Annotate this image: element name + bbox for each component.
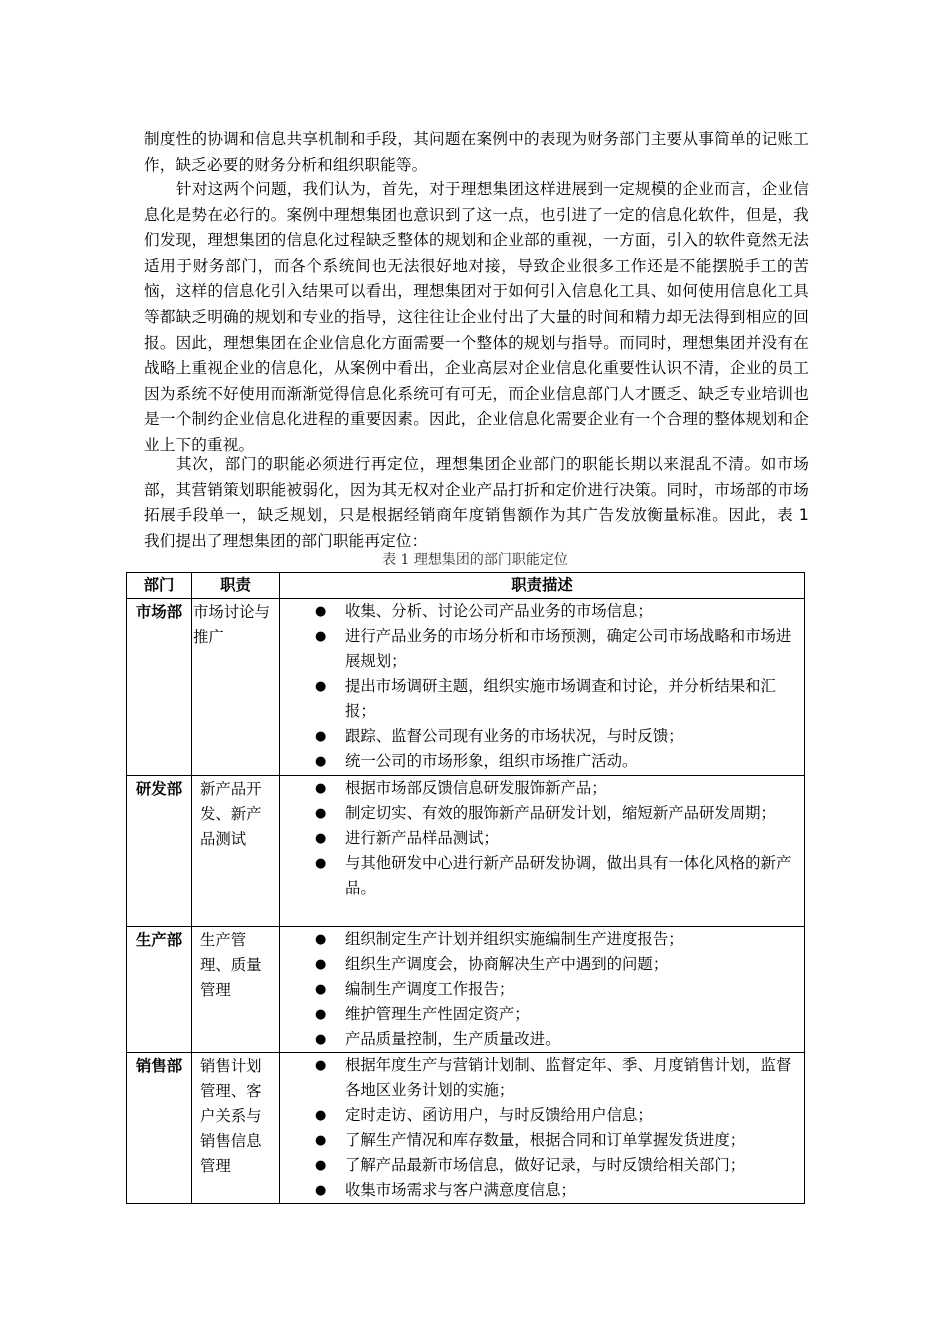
duty-item: ● 根据年度生产与营销计划制、监督定年、季、月度销售计划，监督各地区业务计划的实施； xyxy=(280,1053,800,1103)
duty-item: ● 跟踪、监督公司现有业务的市场状况，与时反馈； xyxy=(280,724,800,749)
duty-item: ● 统一公司的市场形象，组织市场推广活动。 xyxy=(280,749,800,774)
duty-item: ● 组织生产调度会，协商解决生产中遇到的问题； xyxy=(280,952,800,977)
duty-cell: 生产管理、质量管理 xyxy=(192,927,280,1053)
duty-item: ● 了解生产情况和库存数量，根据合同和订单掌握发货进度； xyxy=(280,1128,800,1153)
header-description: 职责描述 xyxy=(280,573,805,599)
duty-item: ● 与其他研发中心进行新产品研发协调，做出具有一体化风格的新产品。 xyxy=(280,851,800,901)
duty-cell: 市场讨论与推广 xyxy=(192,599,280,776)
duty-cell: 新产品开发、新产品测试 xyxy=(192,776,280,927)
duty-item: ● 根据市场部反馈信息研发服饰新产品； xyxy=(280,776,800,801)
duty-item: ● 进行新产品样品测试； xyxy=(280,826,800,851)
table-row xyxy=(127,927,805,1053)
table-header-row xyxy=(127,573,805,599)
duty-item: ● 定时走访、函访用户，与时反馈给用户信息； xyxy=(280,1103,800,1128)
header-duty: 职责 xyxy=(192,573,280,599)
table-row xyxy=(127,776,805,927)
duty-item: ● 制定切实、有效的服饰新产品研发计划，缩短新产品研发周期； xyxy=(280,801,800,826)
description-cell xyxy=(280,776,805,927)
duty-item: ● 进行产品业务的市场分析和市场预测，确定公司市场战略和市场进展规划； xyxy=(280,624,800,674)
department-function-table xyxy=(126,572,805,1204)
table-row xyxy=(127,1053,805,1204)
duty-item: ● 组织制定生产计划并组织实施编制生产进度报告； xyxy=(280,927,800,952)
dept-cell: 生产部 xyxy=(127,927,192,1053)
header-dept: 部门 xyxy=(127,573,192,599)
paragraph-1: 制度性的协调和信息共享机制和手段，其问题在案例中的表现为财务部门主要从事简单的记账工作，缺乏必要的财务分析和组织职能等。 xyxy=(144,130,809,174)
paragraph-2: 针对这两个问题，我们认为，首先，对于理想集团这样进展到一定规模的企业而言，企业信息化是势在必行的。案例中理想集团也意识到了这一点，也引进了一定的信息化软件，但是，我们发现，理想集团的信息化过程缺乏整体的规划和企业部的重视，一方面，引入的软件竟然无法适用于财务部门，而各个系统间也无法很好地对接，导致企业很多工作还是不能摆脱手工的苦恼，这样的信息化引入结果可以看出，理想集团对于如何引入信息化工具、如何使用信息化工具等都缺乏明确的规划和专业的指导，这往往让企业付出了大量的时间和精力却无法得到相应的回报。因此，理想集团在企业信息化方面需要一个整体的规划与指导。而同时，理想集团并没有在战略上重视企业的信息化，从案例中看出，企业高层对企业信息化重要性认识不清，企业的员工因为系统不好使用而渐渐觉得信息化系统可有可无，而企业信息部门人才匮乏、缺乏专业培训也是一个制约企业信息化进程的重要因素。因此，企业信息化需要企业有一个合理的整体规划和企业上下的重视。 xyxy=(144,180,809,454)
description-cell xyxy=(280,927,805,1053)
dept-cell: 市场部 xyxy=(127,599,192,776)
duty-item: ● 了解产品最新市场信息，做好记录，与时反馈给相关部门； xyxy=(280,1153,800,1178)
duty-item: ● 收集、分析、讨论公司产品业务的市场信息； xyxy=(280,599,800,624)
duty-item: ● 维护管理生产性固定资产； xyxy=(280,1002,800,1027)
duty-list xyxy=(280,776,804,901)
duty-cell: 销售计划管理、客户关系与销售信息管理 xyxy=(192,1053,280,1204)
table-caption: 表 1 理想集团的部门职能定位 xyxy=(382,552,568,568)
dept-cell: 研发部 xyxy=(127,776,192,927)
duty-item: ● 收集市场需求与客户满意度信息； xyxy=(280,1178,800,1203)
duty-list xyxy=(280,927,804,1052)
description-cell xyxy=(280,599,805,776)
duty-item: ● 编制生产调度工作报告； xyxy=(280,977,800,1002)
paragraph-3: 其次，部门的职能必须进行再定位，理想集团企业部门的职能长期以来混乱不清。如市场部，其营销策划职能被弱化，因为其无权对企业产品打折和定价进行决策。同时，市场部的市场拓展手段单一，缺乏规划，只是根据经销商年度销售额作为其广告发放衡量标准。因此，表 1 我们提出了理想集团的部门职能再定位： xyxy=(144,455,809,550)
table-row xyxy=(127,599,805,776)
duty-item: ● 产品质量控制，生产质量改进。 xyxy=(280,1027,800,1052)
duty-list xyxy=(280,1053,804,1203)
dept-cell: 销售部 xyxy=(127,1053,192,1204)
duty-list xyxy=(280,599,804,774)
duty-item: ● 提出市场调研主题，组织实施市场调查和讨论，并分析结果和汇报； xyxy=(280,674,800,724)
description-cell xyxy=(280,1053,805,1204)
